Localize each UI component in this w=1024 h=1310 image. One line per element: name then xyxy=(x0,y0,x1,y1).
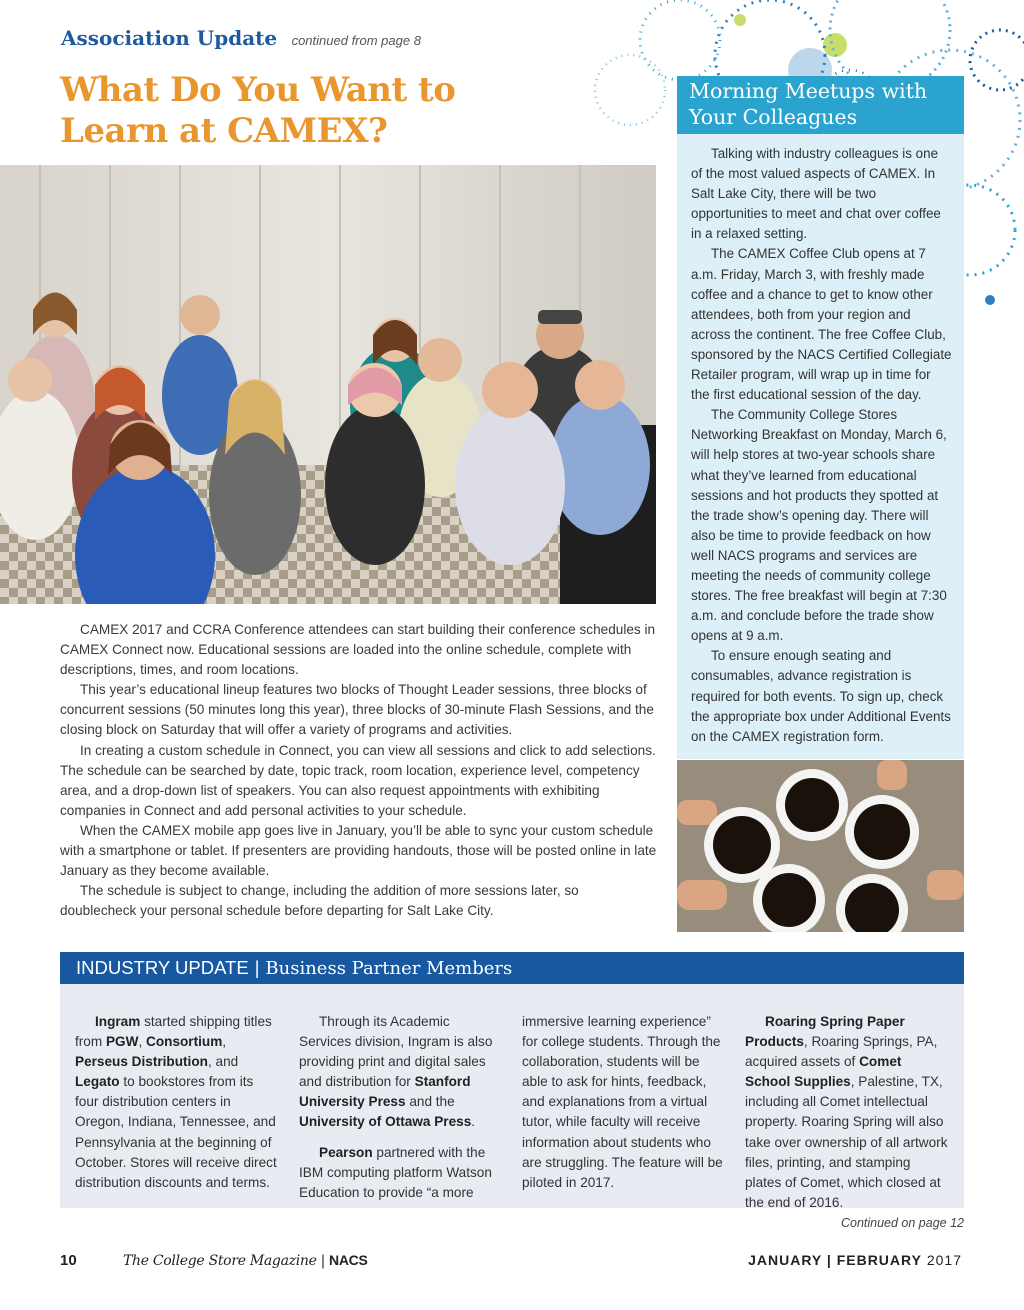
industry-item-ingram: Ingram started shipping titles from PGW, Consortium, Perseus Distribution, and Legato to bookstores from its four distribution centers in Oregon, Indiana, Tennessee, and Pennsylvania at the beginning of October. Stores will receive direct distribution discounts and terms. xyxy=(75,1014,277,1190)
industry-separator: | xyxy=(254,958,260,978)
industry-sublabel: Business Partner Members xyxy=(265,958,513,979)
industry-item-pearson-cont: immersive learning experience” for college students. Through the collaboration, students will be able to ask for hints, feedback, and explanations from a virtual tutor, while faculty will receive information about students who are struggling. The feature will be piloted in 2017. xyxy=(522,1014,723,1190)
section-header xyxy=(61,26,421,50)
continued-on-note: Continued on page 12 xyxy=(840,1216,964,1230)
article-body xyxy=(60,620,658,921)
industry-update-header xyxy=(60,952,964,984)
body-paragraph: This year’s educational lineup features two blocks of Thought Leader sessions, three blocks of concurrent sessions (50 minutes long this year), three blocks of 30-minute Flash Sessions, and the closing block on Saturday that will offer a variety of programs and activities. xyxy=(60,682,654,738)
issue-date: JANUARY | FEBRUARY 2017 xyxy=(748,1252,962,1268)
sidebar-paragraph: The Community College Stores Networking Breakfast on Monday, March 6, will help stores at two-year schools share what they’ve learned from educational sessions and hot products they spotted at the trade show’s opening day. There will also be time to provide feedback on how well NACS programs and services are meeting the needs of community college stores. The free breakfast will begin at 7:30 a.m. and conclude before the trade show opens at 9 a.m. xyxy=(691,407,947,644)
industry-column-4 xyxy=(745,1012,950,1213)
body-paragraph: CAMEX 2017 and CCRA Conference attendees can start building their conference schedules in CAMEX Connect now. Educational sessions are loaded into the online schedule, complete with descriptions, times, and room locations. xyxy=(60,622,656,678)
sidebar-body xyxy=(677,134,964,747)
section-label: Association Update xyxy=(61,26,278,50)
industry-item-roaring-spring: Roaring Spring Paper Products, Roaring Springs, PA, acquired assets of Comet School Supplies, Palestine, TX, including all Comet intellectual property. Roaring Spring will also take over ownership of all artwork files, printing, and stamping plates of Comet, which closed at the end of 2016. xyxy=(745,1014,948,1210)
article-headline: What Do You Want to Learn at CAMEX? xyxy=(60,70,456,151)
sidebar-title: Morning Meetups with Your Colleagues xyxy=(677,76,964,134)
body-paragraph: In creating a custom schedule in Connect, you can view all sessions and click to add selections. The schedule can be searched by date, topic track, room location, experience level, competency area, and a drop-down list of speakers. You can also request appointments with exhibiting companies in Connect and add personal activities to your schedule. xyxy=(60,742,656,818)
attendees-photo xyxy=(0,165,656,604)
page-number: 10 xyxy=(60,1252,77,1269)
sidebar-paragraph: To ensure enough seating and consumables, advance registration is required for both events. To sign up, check the appropriate box under Additional Events on the CAMEX registration form. xyxy=(691,648,951,744)
continued-from-note: continued from page 8 xyxy=(291,33,421,48)
industry-column-3 xyxy=(522,1012,727,1193)
industry-item-ingram-academic: Through its Academic Services division, Ingram is also providing print and digital sales and distribution for Stanford University Press and the University of Ottawa Press. xyxy=(299,1014,493,1130)
magazine-name: The College Store Magazine | NACS xyxy=(123,1252,368,1269)
industry-label: INDUSTRY UPDATE xyxy=(76,957,249,978)
morning-meetups-sidebar xyxy=(677,76,964,759)
sidebar-paragraph: Talking with industry colleagues is one of the most valued aspects of CAMEX. In Salt Lake City, there will be two opportunities to meet and chat over coffee in a relaxed setting. xyxy=(691,146,941,242)
sidebar-paragraph: The CAMEX Coffee Club opens at 7 a.m. Friday, March 3, with freshly made coffee and a chance to get to know other attendees, both from your region and across the continent. The free Coffee Club, sponsored by the NACS Certified Collegiate Retailer program, will wrap up in time for the first educational session of the day. xyxy=(691,246,952,403)
industry-item-pearson: Pearson partnered with the IBM computing platform Watson Education to provide “a more xyxy=(299,1144,492,1200)
industry-column-1 xyxy=(75,1012,280,1193)
body-paragraph: The schedule is subject to change, including the addition of more sessions later, so doublecheck your personal schedule before departing for Salt Lake City. xyxy=(60,883,579,919)
industry-column-2 xyxy=(299,1012,504,1203)
body-paragraph: When the CAMEX mobile app goes live in January, you’ll be able to sync your custom schedule with a smartphone or tablet. If presenters are providing handouts, those will be posted online in late January as they become available. xyxy=(60,822,657,879)
page-footer xyxy=(60,1252,964,1272)
coffee-cups-photo xyxy=(677,760,964,932)
